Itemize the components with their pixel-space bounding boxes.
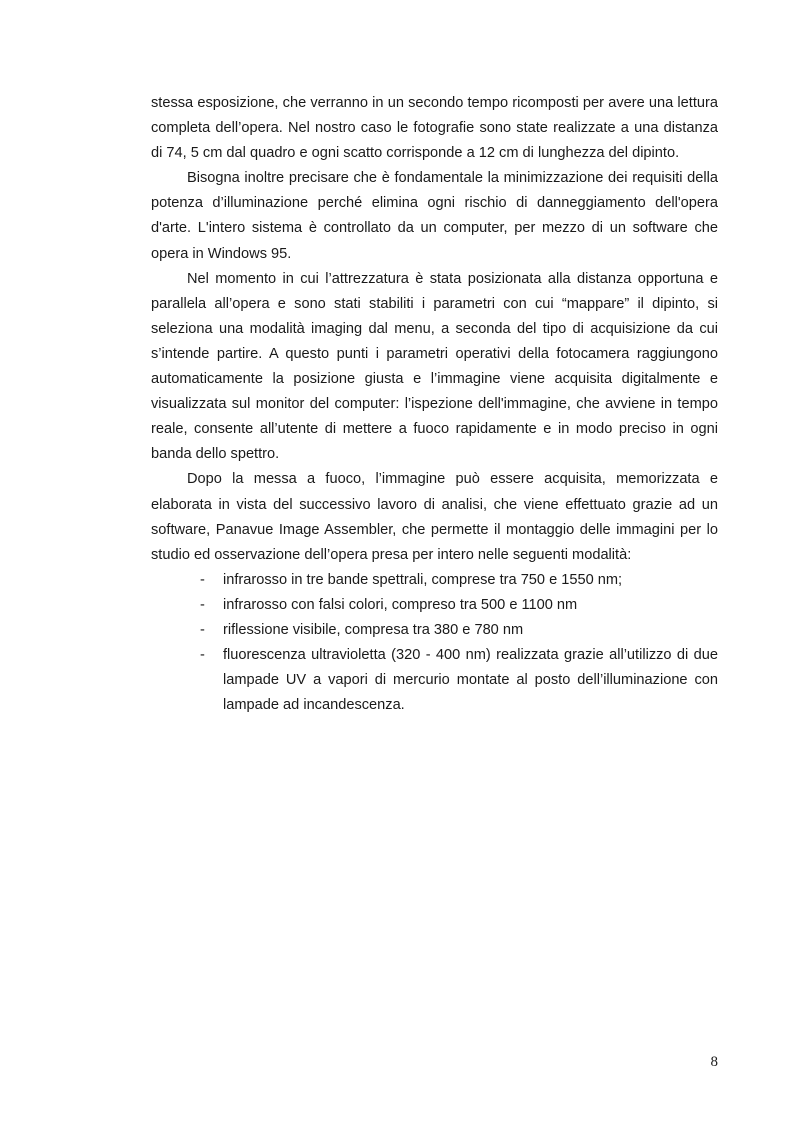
list-item-text: infrarosso con falsi colori, compreso tra 500 e 1100 nm — [223, 596, 578, 613]
list-item — [151, 568, 718, 593]
bullet-marker: - — [200, 596, 205, 613]
list-item — [151, 593, 718, 618]
list-item — [151, 618, 718, 643]
bullet-marker: - — [200, 571, 205, 588]
paragraph: Dopo la messa a fuoco, l’immagine può essere acquisita, memorizzata e elaborata in vista del successivo lavoro di analisi, che viene effettuato grazie ad un software, Panavue Image Assembler, che permette il montaggio delle immagini per lo studio ed osservazione dell’opera presa per intero nelle seguenti modalità: — [151, 471, 718, 563]
bullet-marker: - — [200, 621, 205, 638]
bullet-marker: - — [200, 647, 205, 664]
paragraph: Bisogna inoltre precisare che è fondamentale la minimizzazione dei requisiti della potenza d’illuminazione perché elimina ogni rischio di danneggiamento dell'opera d'arte. L'intero sistema è controllato da un computer, per mezzo di un software che opera in Windows 95. — [151, 170, 718, 262]
list-item-text: riflessione visibile, compresa tra 380 e 780 nm — [223, 621, 524, 638]
modality-list — [151, 568, 718, 719]
paragraph: stessa esposizione, che verranno in un secondo tempo ricomposti per avere una lettura completa dell’opera. Nel nostro caso le fotografie sono state realizzate a una distanza di 74, 5 cm dal quadro e ogni scatto corrisponde a 12 cm di lunghezza del dipinto. — [151, 95, 718, 162]
list-item — [151, 643, 718, 718]
paragraph: Nel momento in cui l’attrezzatura è stata posizionata alla distanza opportuna e parallela all’opera e sono stati stabiliti i parametri con cui “mappare” il dipinto, si seleziona una modalità imaging dal menu, a seconda del tipo di acquisizione da cui s’intende partire. A questo punti i parametri operativi della fotocamera raggiungono automaticamente la posizione giusta e l’immagine viene acquisita digitalmente e visualizzata sul monitor del computer: l’ispezione dell'immagine, che avviene in tempo reale, consente all’utente di mettere a fuoco rapidamente e in modo preciso in ogni banda dello spettro. — [151, 270, 718, 463]
list-item-text: infrarosso in tre bande spettrali, comprese tra 750 e 1550 nm; — [223, 571, 623, 588]
page-number: 8 — [710, 1054, 718, 1070]
list-item-text: fluorescenza ultravioletta (320 - 400 nm) realizzata grazie all’utilizzo di due lampade UV a vapori di mercurio montate al posto dell’illuminazione con lampade ad incandescenza. — [223, 647, 718, 714]
page-body — [151, 91, 718, 718]
